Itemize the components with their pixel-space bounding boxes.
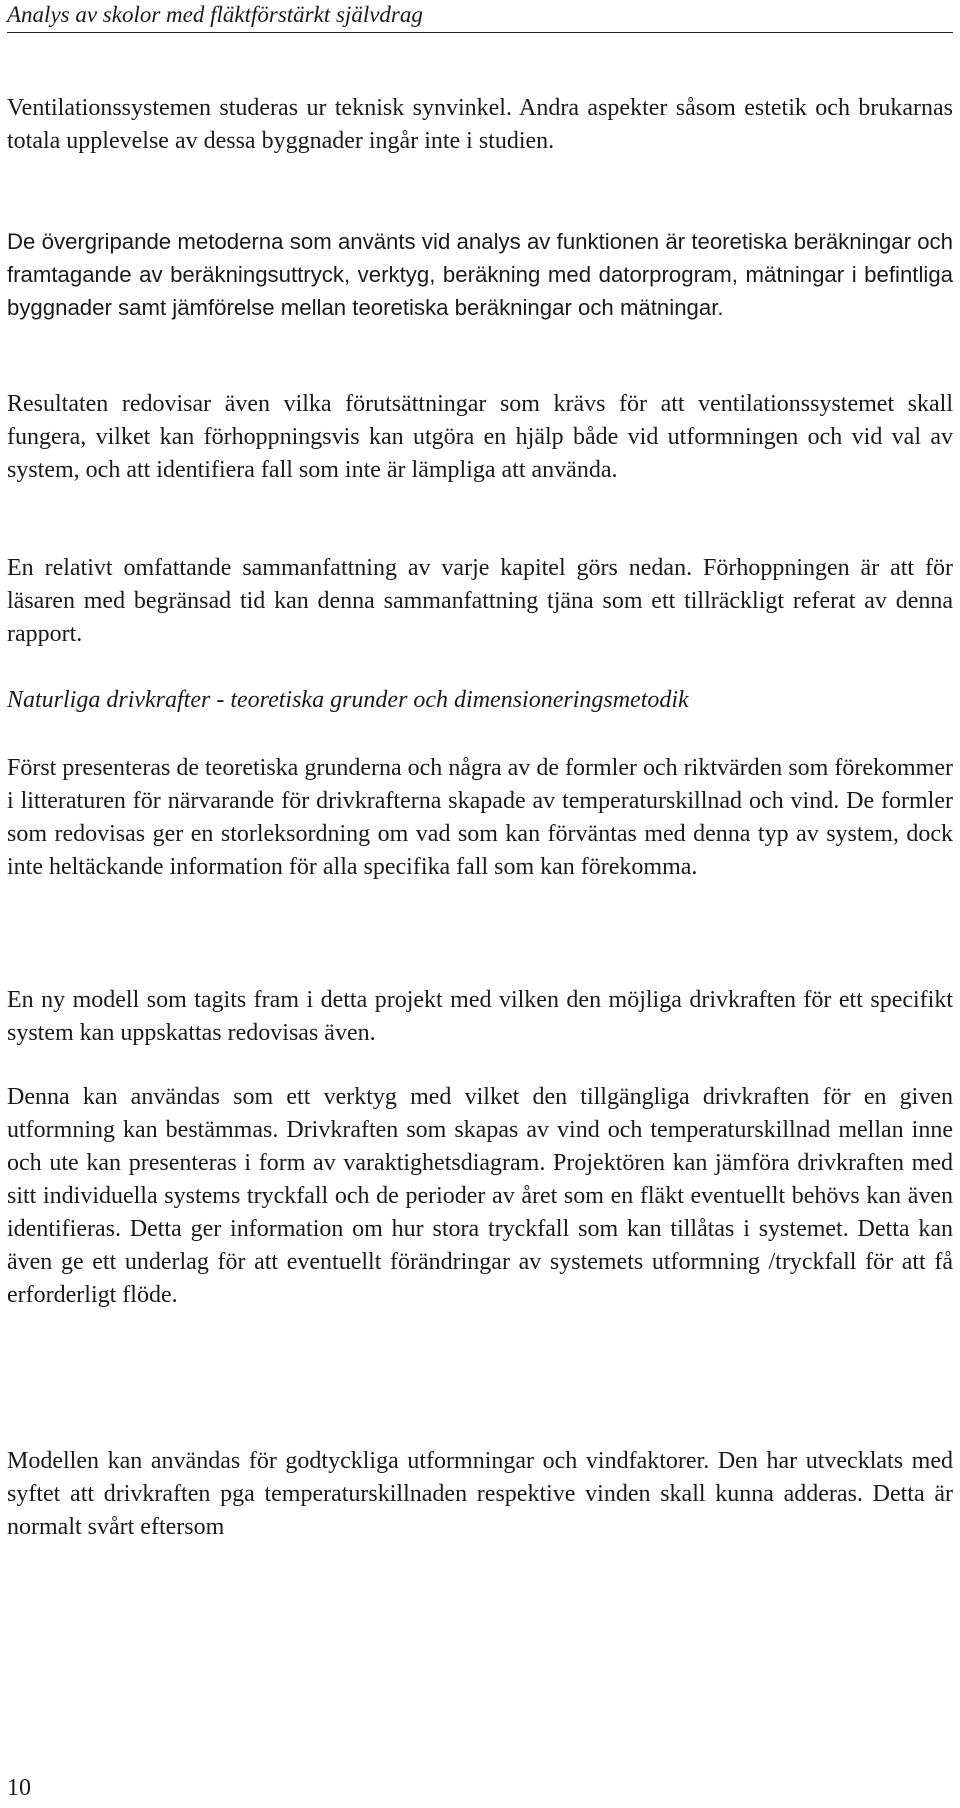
section-heading: Naturliga drivkrafter - teoretiska grunder och dimensioneringsmetodik (7, 687, 689, 713)
paragraph-new-model: En ny modell som tagits fram i detta projekt med vilken den möjliga drivkraften för ett specifikt system kan uppskattas redovisas även. (7, 987, 953, 1046)
page-number: 10 (7, 1775, 31, 1801)
running-header (7, 0, 953, 33)
running-header-title: Analys av skolor med fläktförstärkt självdrag (7, 2, 423, 27)
paragraph-scope: Ventilationssystemen studeras ur teknisk synvinkel. Andra aspekter såsom estetik och brukarnas totala upplevelse av dessa byggnader ingår inte i studien. (7, 95, 953, 154)
paragraph-methods: De övergripande metoderna som använts vid analys av funktionen är teoretiska beräkningar och framtagande av beräkningsuttryck, verktyg, beräkning med datorprogram, mätningar i befintliga byggnader samt jämförelse mellan teoretiska beräkningar och mätningar. (7, 229, 953, 320)
paragraph-results: Resultaten redovisar även vilka förutsättningar som krävs för att ventilationssystemet skall fungera, vilket kan förhoppningsvis kan utgöra en hjälp både vid utformningen och vid val av system, och att identifiera fall som inte är lämpliga att använda. (7, 391, 953, 483)
paragraph-model-usage: Modellen kan användas för godtyckliga utformningar och vindfaktorer. Den har utvecklats med syftet att drivkraften pga temperaturskillnaden respektive vinden skall kunna adderas. Detta är normalt svårt eftersom (7, 1448, 953, 1540)
paragraph-theory: Först presenteras de teoretiska grunderna och några av de formler och riktvärden som förekommer i litteraturen för närvarande för drivkrafterna skapade av temperaturskillnad och vind. De formler som redovisas ger en storleksordning om vad som kan förväntas med denna typ av system, dock inte heltäckande information för alla specifika fall som kan förekomma. (7, 755, 953, 880)
paragraph-summary-note: En relativt omfattande sammanfattning av varje kapitel görs nedan. Förhoppningen är att för läsaren med begränsad tid kan denna sammanfattning tjäna som ett tillräckligt referat av denna rapport. (7, 555, 953, 647)
paragraph-tool: Denna kan användas som ett verktyg med vilket den tillgängliga drivkraften för en given utformning kan bestämmas. Drivkraften som skapas av vind och temperaturskillnad mellan inne och ute kan presenteras i form av varaktighetsdiagram. Projektören kan jämföra drivkraften med sitt individuella systems tryckfall och de perioder av året som en fläkt eventuellt behövs kan även identifieras. Detta ger information om hur stora tryckfall som kan tillåtas i systemet. Detta kan även ge ett underlag för att eventuellt förändringar av systemets utformning /tryckfall för att få erforderligt flöde. (7, 1084, 953, 1308)
